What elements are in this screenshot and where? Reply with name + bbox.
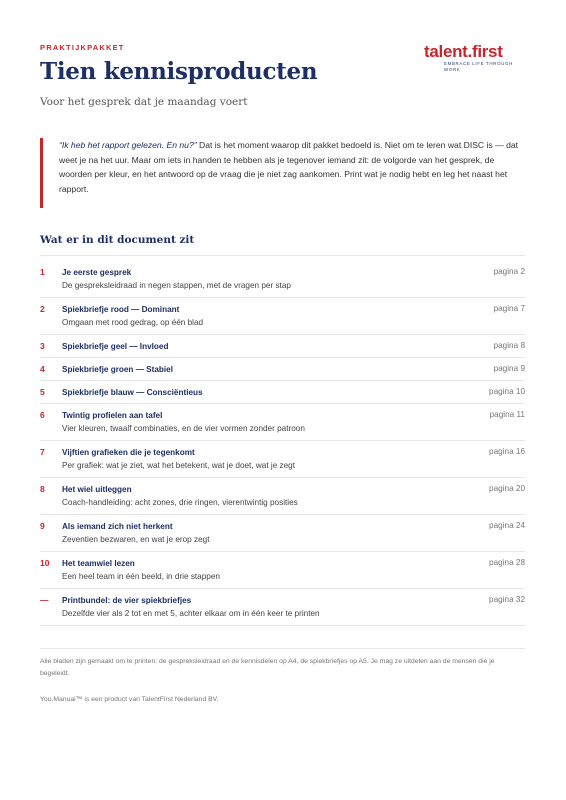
- toc-title: Spiekbriefje rood — Dominant: [62, 305, 180, 314]
- toc-page-number: pagina 32: [489, 595, 525, 604]
- toc-page-number: pagina 2: [493, 267, 525, 276]
- toc-title: Het wiel uitleggen: [62, 485, 132, 494]
- toc-number: —: [40, 595, 49, 605]
- talentfirst-logo: [424, 43, 524, 73]
- legal-note: You.Manual™ is een product van TalentFirst Nederland BV.: [40, 696, 219, 703]
- toc-description: Vier kleuren, twaalf combinaties, en de vier vormen zonder patroon: [62, 424, 305, 433]
- divider: [40, 648, 525, 649]
- toc-number: 7: [40, 447, 45, 457]
- toc-title: Spiekbriefje blauw — Consciëntieus: [62, 388, 203, 397]
- table-of-contents: [40, 261, 525, 626]
- toc-entry[interactable]: [40, 515, 525, 552]
- intro-lead: “Ik heb het rapport gelezen. En nu?”: [59, 140, 197, 150]
- toc-page-number: pagina 7: [493, 304, 525, 313]
- toc-title: Vijftien grafieken die je tegenkomt: [62, 448, 195, 457]
- toc-number: 8: [40, 484, 45, 494]
- divider: [40, 255, 525, 256]
- toc-entry[interactable]: [40, 589, 525, 626]
- logo-tagline: EMBRACE LIFE THROUGH WORK: [444, 61, 513, 72]
- toc-entry[interactable]: [40, 478, 525, 515]
- toc-entry[interactable]: [40, 335, 525, 358]
- toc-entry[interactable]: [40, 552, 525, 589]
- toc-page-number: pagina 28: [489, 558, 525, 567]
- toc-entry[interactable]: [40, 404, 525, 441]
- toc-entry[interactable]: [40, 381, 525, 404]
- toc-page-number: pagina 16: [489, 447, 525, 456]
- toc-title: Twintig profielen aan tafel: [62, 411, 163, 420]
- eyebrow-label: PRAKTIJKPAKKET: [40, 43, 125, 52]
- toc-page-number: pagina 10: [489, 387, 525, 396]
- toc-description: Per grafiek: wat je ziet, wat het betekent, wat je doet, wat je zegt: [62, 461, 296, 470]
- toc-description: De gespreksleidraad in negen stappen, met de vragen per stap: [62, 281, 291, 290]
- toc-description: Omgaan met rood gedrag, op één blad: [62, 318, 204, 327]
- page-title: Tien kennisproducten: [40, 58, 318, 85]
- toc-description: Een heel team in één beeld, in drie stappen: [62, 572, 220, 581]
- toc-entry[interactable]: [40, 441, 525, 478]
- toc-number: 1: [40, 267, 45, 277]
- toc-title: Je eerste gesprek: [62, 268, 132, 277]
- toc-number: 6: [40, 410, 45, 420]
- logo-wordmark: talent.first: [424, 42, 503, 61]
- intro-quote: [40, 138, 525, 208]
- toc-title: Spiekbriefje geel — Invloed: [62, 342, 169, 351]
- toc-page-number: pagina 8: [493, 341, 525, 350]
- toc-entry[interactable]: [40, 298, 525, 335]
- toc-page-number: pagina 24: [489, 521, 525, 530]
- toc-entry[interactable]: [40, 261, 525, 298]
- toc-title: Het teamwiel lezen: [62, 559, 135, 568]
- intro-body: Dat is het moment waarop dit pakket bedoeld is. Niet om te leren wat DISC is — dat weet je na het uur. Maar om iets in handen te hebben als je tegenover iemand zit: de volgorde van het gesprek, de woorden per kleur, en het antwoord op de vraag die je niet zag aankomen. Print wat je nodig hebt en leg het naast het rapport.: [59, 140, 519, 194]
- toc-number: 2: [40, 304, 45, 314]
- toc-heading: Wat er in dit document zit: [40, 234, 195, 246]
- toc-number: 10: [40, 558, 50, 568]
- toc-description: Coach-handleiding: acht zones, drie ringen, vierentwintig posities: [62, 498, 298, 507]
- toc-page-number: pagina 9: [493, 364, 525, 373]
- toc-page-number: pagina 20: [489, 484, 525, 493]
- toc-entry[interactable]: [40, 358, 525, 381]
- page-subtitle: Voor het gesprek dat je maandag voert: [40, 96, 248, 108]
- toc-description: Dezelfde vier als 2 tot en met 5, achter elkaar om in één keer te printen: [62, 609, 320, 618]
- toc-number: 5: [40, 387, 45, 397]
- toc-title: Spiekbriefje groen — Stabiel: [62, 365, 174, 374]
- toc-title: Printbundel: de vier spiekbriefjes: [62, 596, 192, 605]
- toc-page-number: pagina 11: [489, 410, 525, 419]
- toc-title: Als iemand zich niet herkent: [62, 522, 173, 531]
- toc-description: Zeventien bezwaren, en wat je erop zegt: [62, 535, 210, 544]
- toc-number: 4: [40, 364, 45, 374]
- toc-number: 9: [40, 521, 45, 531]
- toc-number: 3: [40, 341, 45, 351]
- print-note: Alle bladen zijn gemaakt om te printen: de gespreksleidraad en de kennisdelen op A4, de spiekbriefjes op A5. Je mag ze uitdelen aan de mensen die je begeleidt.: [40, 658, 495, 677]
